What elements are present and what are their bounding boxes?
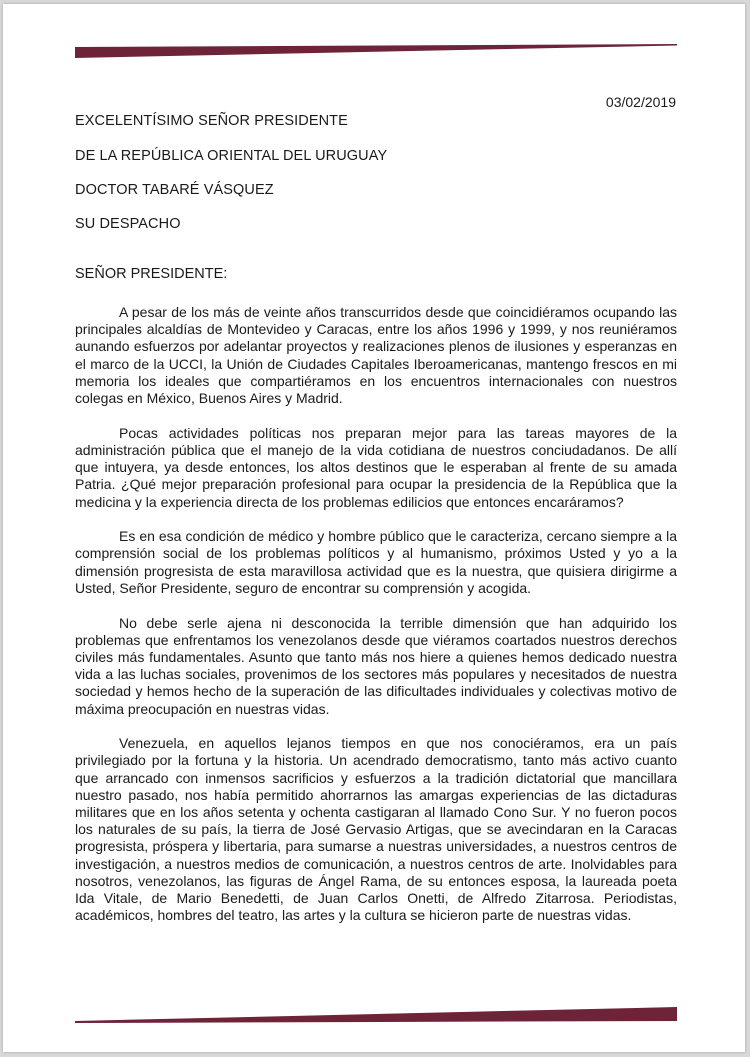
salutation: SEÑOR PRESIDENTE:	[75, 266, 228, 282]
letter-page	[3, 4, 745, 1052]
paragraph-2: Pocas actividades políticas nos preparan mejor para las tareas mayores de la administración pública que el manejo de la vida cotidiana de nuestros conciudadanos. De allí que intuyera, ya desde entonces, los altos destinos que le esperaban al frente de su amada Patria. ¿Qué mejor preparación profesional para ocupar la presidencia de la República que la medicina y la experiencia directa de los problemas edilicios que entonces encaráramos?	[75, 424, 677, 510]
address-line-2: DE LA REPÚBLICA ORIENTAL DEL URUGUAY	[75, 148, 388, 164]
paragraph-3: Es en esa condición de médico y hombre público que le caracteriza, cercano siempre a la comprensión social de los problemas políticos y al humanismo, próximos Usted y yo a la dimensión progresista de esta maravillosa actividad que es la nuestra, que quisiera dirigirme a Usted, Señor Presidente, seguro de encontrar su comprensión y acogida.	[75, 528, 677, 596]
address-line-3: DOCTOR TABARÉ VÁSQUEZ	[75, 182, 274, 198]
address-line-1: EXCELENTÍSIMO SEÑOR PRESIDENTE	[75, 113, 348, 129]
paragraph-1: A pesar de los más de veinte años transcurridos desde que coincidiéramos ocupando las principales alcaldías de Montevideo y Caracas, entre los años 1996 y 1999, y nos reuniéramos aunando esfuerzos por adelantar proyectos y realizaciones plenos de ilusiones y esperanzas en el marco de la UCCI, la Unión de Ciudades Capitales Iberoamericanas, mantengo frescos en mi memoria los ideales que compartiéramos en los encuentros internacionales con nuestros colegas en México, Buenos Aires y Madrid.	[75, 304, 677, 407]
footer-decorative-rule	[75, 1007, 677, 1023]
address-line-4: SU DESPACHO	[75, 216, 181, 232]
letter-body	[75, 304, 677, 942]
paragraph-5: Venezuela, en aquellos lejanos tiempos en que nos conociéramos, era un país privilegiado por la fortuna y la historia. Un acendrado democratismo, tanto más activo cuanto que arrancado con inmensos sacrificios y esfuerzos a la tradición dictatorial que mancillara nuestro pasado, nos había permitido ahorrarnos las amargas experiencias de las dictaduras militares que en los años setenta y ochenta castigaran al llamado Cono Sur. Y no fueron pocos los naturales de su país, la tierra de José Gervasio Artigas, que se avecindaran en la Caracas progresista, próspera y libertaria, para sumarse a nuestras universidades, a nuestros centros de investigación, a nuestros medios de comunicación, a nuestros centros de arte. Inolvidables para nosotros, venezolanos, las figuras de Ángel Rama, de su entonces esposa, la laureada poeta Ida Vitale, de Mario Benedetti, de Juan Carlos Onetti, de Alfredo Zitarrosa. Periodistas, académicos, hombres del teatro, las artes y la cultura se hicieron parte de nuestras vidas.	[75, 735, 677, 924]
letter-date: 03/02/2019	[605, 94, 676, 110]
header-decorative-rule	[75, 44, 677, 58]
paragraph-4: No debe serle ajena ni desconocida la terrible dimensión que han adquirido los problemas que enfrentamos los venezolanos desde que viéramos coartados nuestros derechos civiles más fundamentales. Asunto que tanto más nos hiere a quienes hemos dedicado nuestra vida a las luchas sociales, provenimos de los sectores más populares y necesitados de nuestra sociedad y hemos hecho de la superación de las dificultades individuales y colectivas motivo de máxima preocupación en nuestras vidas.	[75, 614, 677, 717]
